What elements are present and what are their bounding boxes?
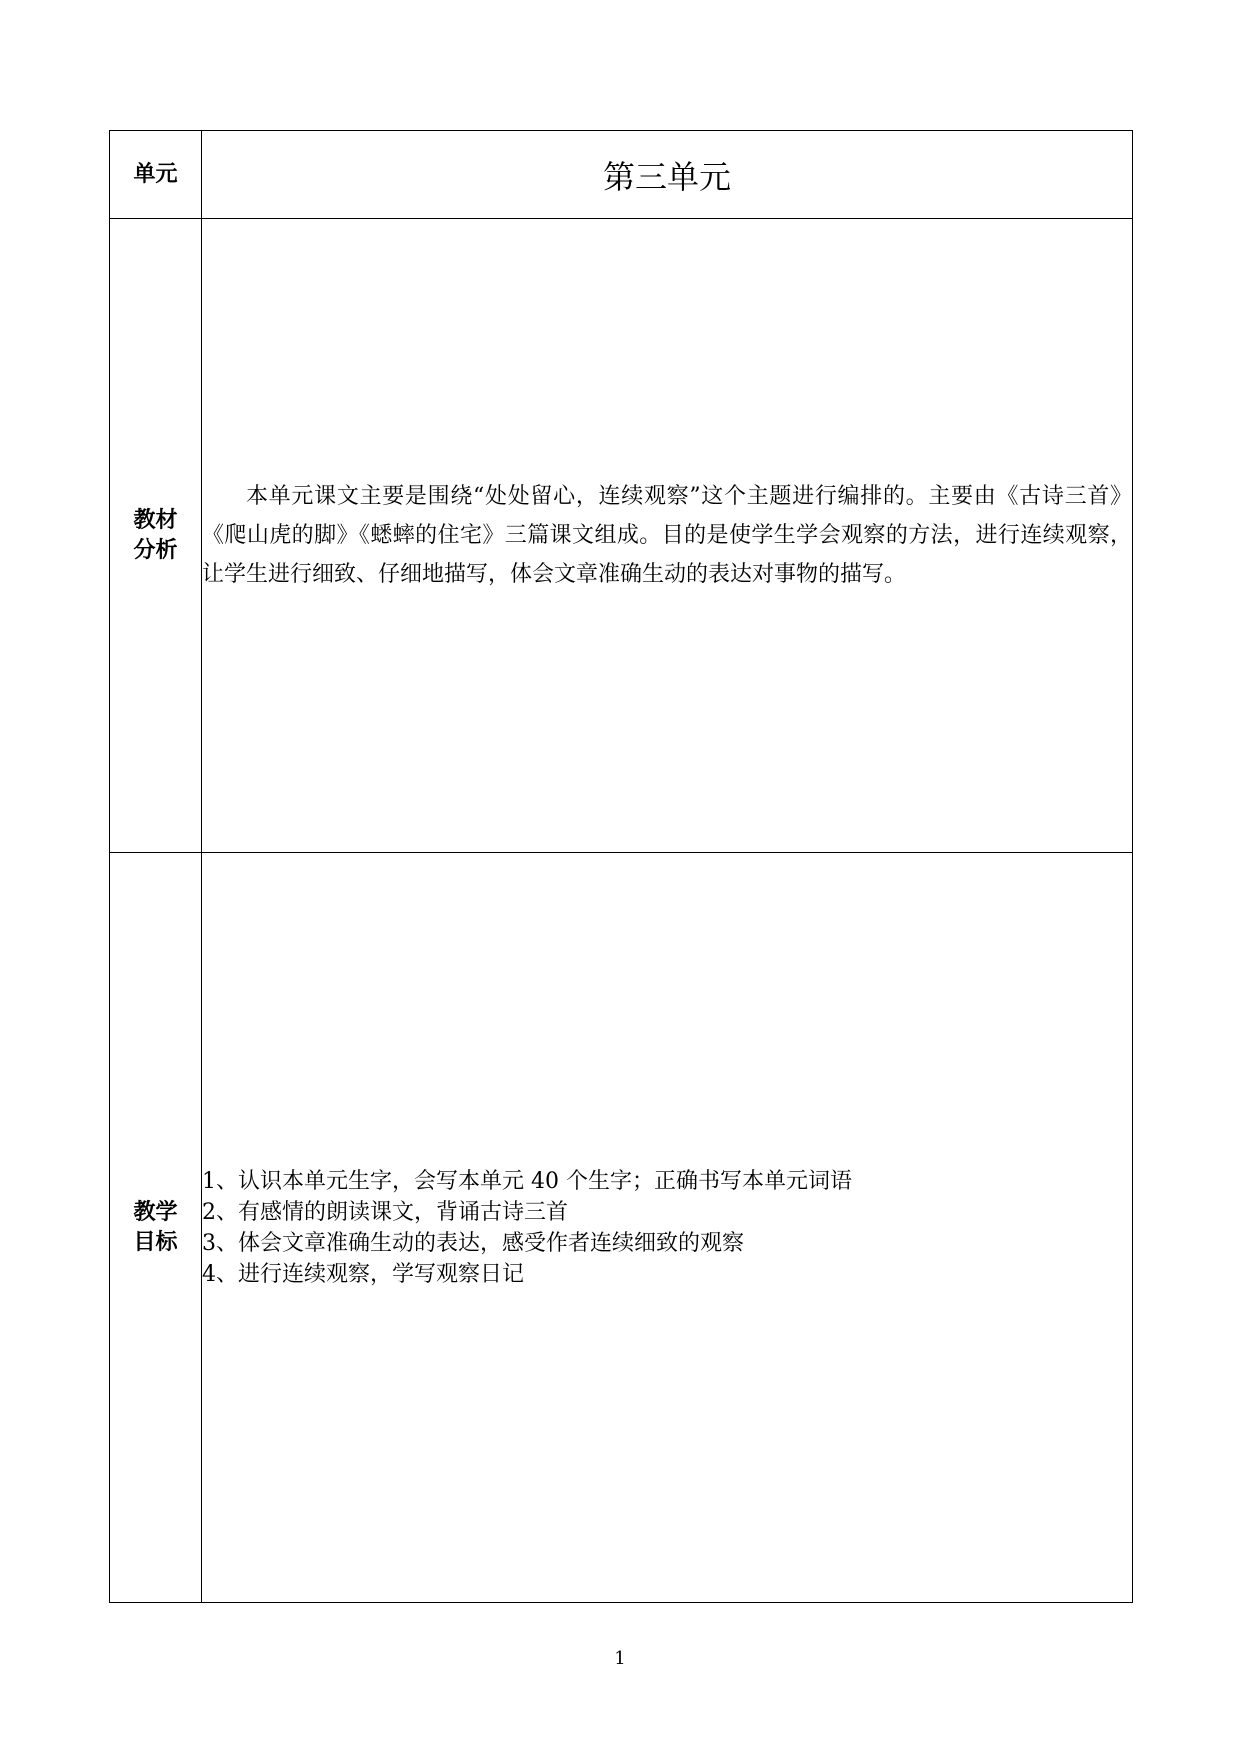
analysis-content — [202, 219, 1133, 853]
unit-row — [110, 131, 1133, 219]
unit-label-text: 单元 — [133, 161, 178, 187]
goals-label — [110, 853, 202, 1603]
goals-content — [202, 853, 1133, 1603]
analysis-label-line-2: 分析 — [133, 537, 178, 563]
analysis-paragraph: 本单元课文主要是围绕“处处留心，连续观察”这个主题进行编排的。主要由《古诗三首》《爬山虎的脚》《蟋蟀的住宅》三篇课文组成。目的是使学生学会观察的方法，进行连续观察，让学生进行细致、仔细地描写，体会文章准确生动的表达对事物的描写。 — [202, 484, 1132, 587]
goals-label-line-1: 教学 — [133, 1199, 178, 1225]
unit-title: 第三单元 — [202, 131, 1133, 219]
goal-item-2: 2、有感情的朗读课文，背诵古诗三首 — [202, 1199, 568, 1225]
goals-row — [110, 853, 1133, 1603]
analysis-row — [110, 219, 1133, 853]
analysis-label — [110, 219, 202, 853]
goal-item-4: 4、进行连续观察，学写观察日记 — [202, 1261, 524, 1287]
unit-label — [110, 131, 202, 219]
page-number: 1 — [614, 1648, 626, 1669]
goal-item-1: 1、认识本单元生字，会写本单元 40 个生字；正确书写本单元词语 — [202, 1168, 852, 1194]
analysis-label-line-1: 教材 — [133, 507, 178, 533]
lesson-plan-table — [109, 130, 1133, 1603]
goal-item-3: 3、体会文章准确生动的表达，感受作者连续细致的观察 — [202, 1230, 744, 1256]
goals-label-line-2: 目标 — [133, 1229, 178, 1255]
